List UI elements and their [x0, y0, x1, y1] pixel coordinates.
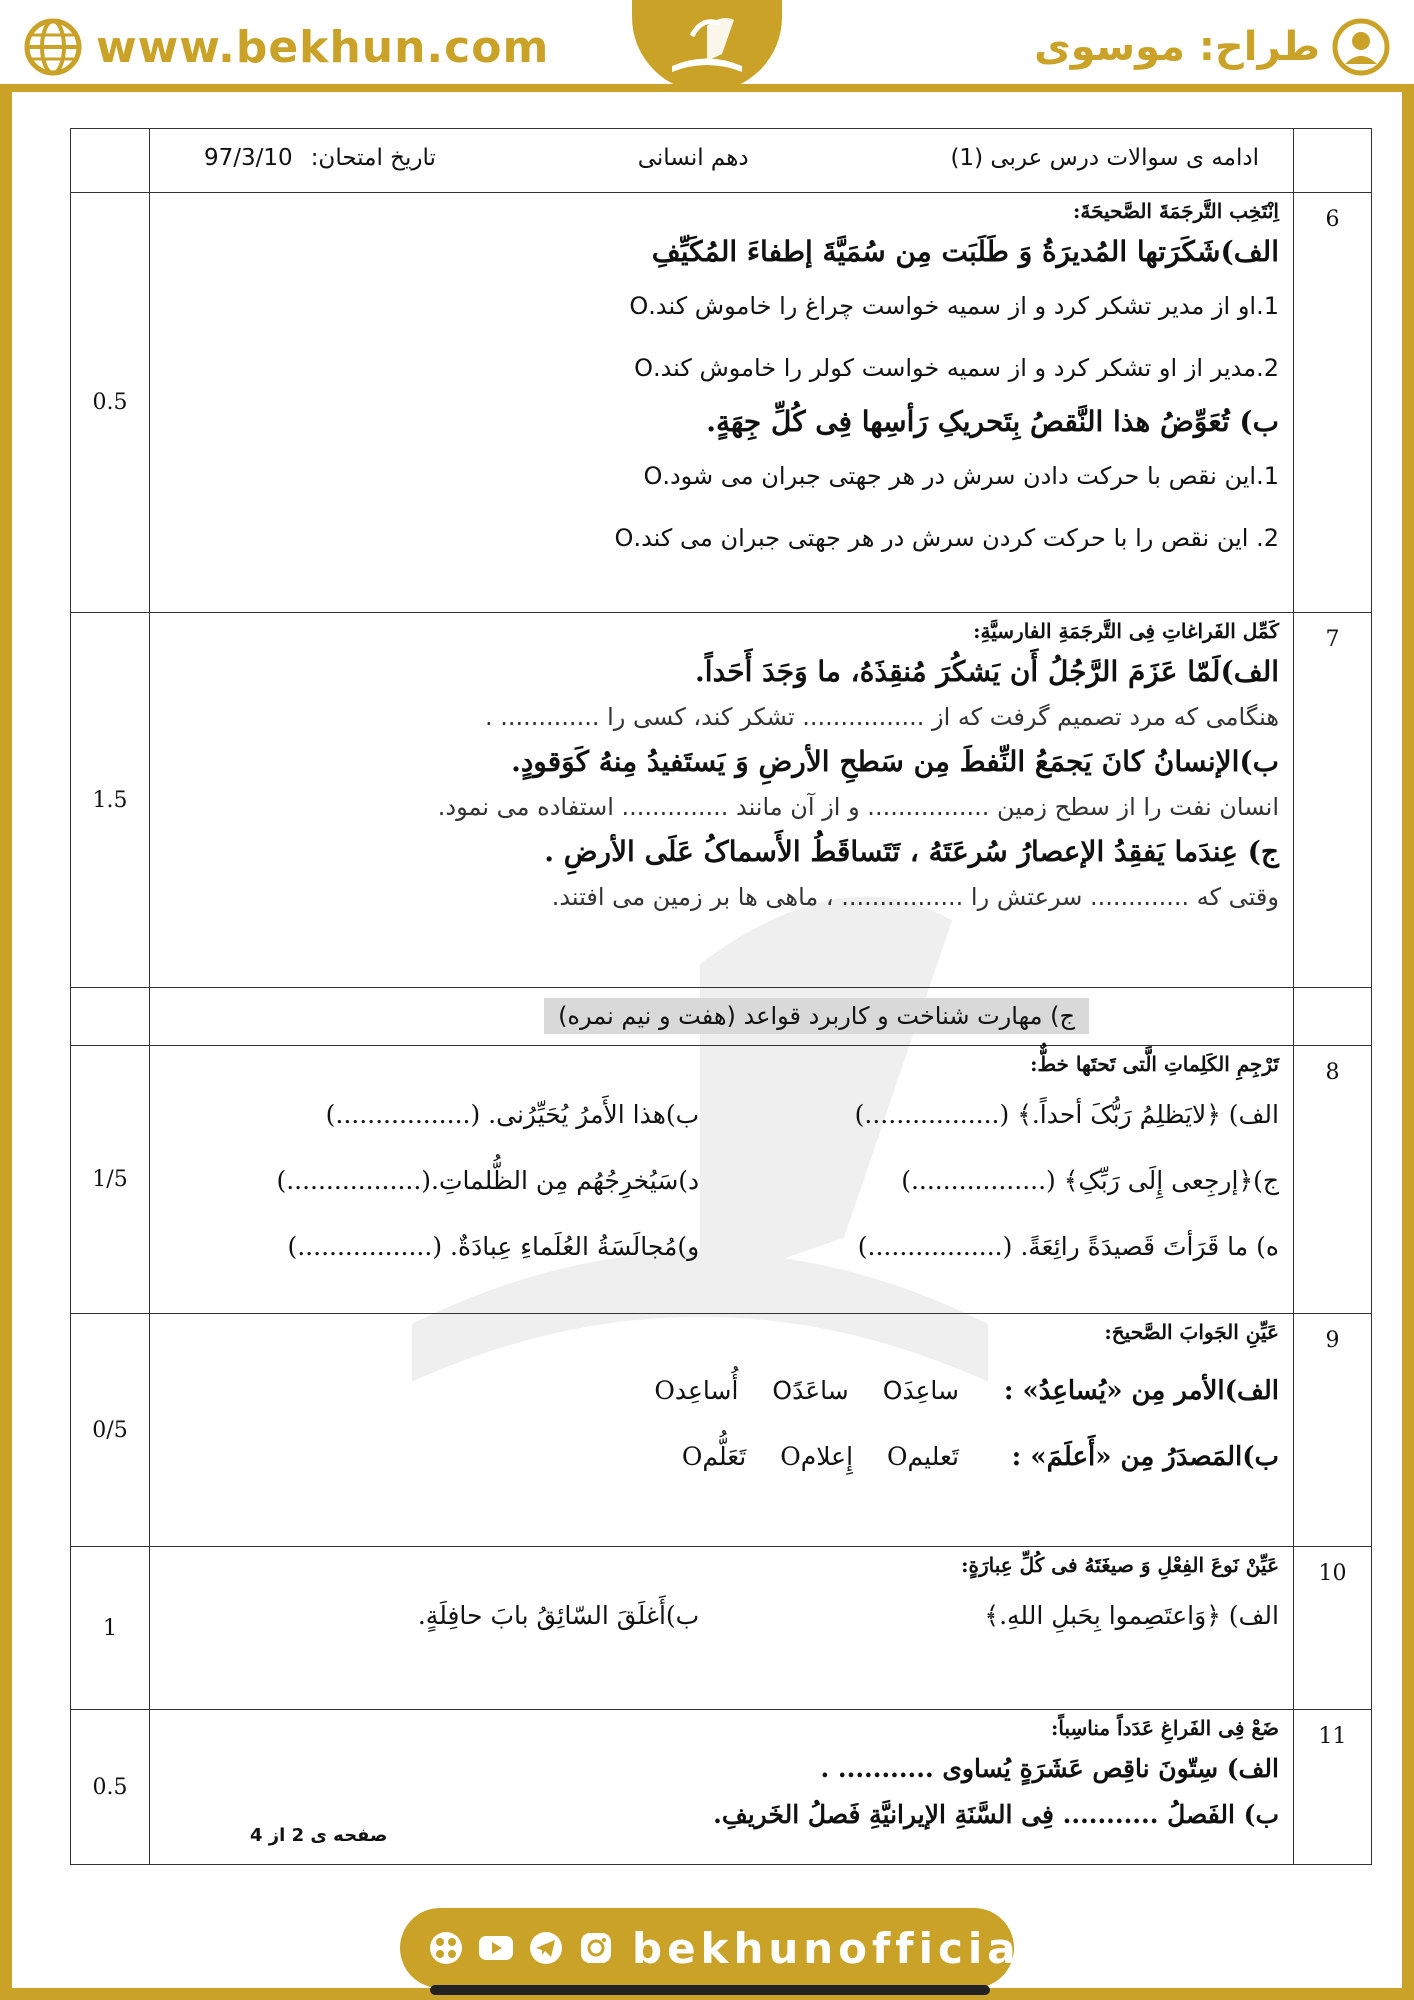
q8-item-b[interactable]: ب)هذا الأَمرُ یُحَیِّرُنی. (.................) — [325, 1100, 700, 1129]
exam-header — [150, 129, 1294, 193]
section-row — [71, 988, 1372, 1046]
q6-a-option-1[interactable]: 1.او از مدیر تشکر کرد و از سمیه خواست چراغ را خاموش کند.O — [629, 292, 1279, 320]
question-score: 0.5 — [71, 193, 150, 613]
question-instruction: عَیِّنْ نَوعَ الفِعْلِ وَ صیغَتَهُ فی کُلِّ عِبارَةٍ: — [961, 1553, 1279, 1577]
social-handle[interactable]: bekhunofficial — [632, 1923, 1041, 1973]
q9-b-choice-2[interactable]: إِعلامO — [780, 1442, 854, 1471]
globe-icon — [24, 18, 82, 76]
exam-grade: دهم انسانی — [637, 145, 749, 171]
q8-item-e[interactable]: ه) ما قَرَأتَ قَصیدَةً رائِعَةً. (.................) — [857, 1232, 1279, 1261]
question-score: 0/5 — [71, 1314, 150, 1547]
q8-item-d[interactable]: د)سَیُخرِجُهُم مِن الظُّلماتِ.(.................) — [276, 1166, 700, 1195]
page-header — [0, 0, 1414, 92]
q6-b-option-2[interactable]: 2. این نقص را با حرکت کردن سرش در هر جهتی جبران می کند.O — [614, 524, 1279, 552]
page-number: صفحه ی 2 از 4 — [250, 1825, 388, 1846]
question-instruction: تَرْجِمِ الکَلِماتِ الَّتی تَحتَها خطٌّ: — [1030, 1052, 1279, 1076]
question-8 — [71, 1046, 1372, 1314]
q11-item-b[interactable]: ب) الفَصلُ ........... فِی السَّنَةِ الإیرانیَّةِ فَصلُ الخَریفِ. — [713, 1800, 1279, 1829]
question-instruction: ضَعْ فِی الفَراغِ عَدَداً مناسِباً: — [1050, 1716, 1279, 1740]
footer-shadow — [430, 1985, 990, 1995]
q6-a-option-2[interactable]: 2.مدیر از او تشکر کرد و از سمیه خواست کولر را خاموش کند.O — [634, 354, 1279, 382]
social-footer[interactable] — [400, 1908, 1041, 1988]
q9-b-label: ب)المَصدَرُ مِن «أَعلَمَ» : — [1011, 1442, 1279, 1472]
exam-date: تاریخ امتحان: 97/3/10 — [204, 145, 436, 171]
aparat-icon[interactable] — [426, 1928, 466, 1968]
question-score: 1 — [71, 1547, 150, 1710]
question-number: 8 — [1294, 1046, 1372, 1314]
book-logo-icon — [662, 6, 752, 86]
user-icon — [1332, 18, 1390, 76]
q7-b-translation[interactable]: انسان نفت را از سطح زمین ................ و از آن مانند .............. استفاده می نمود. — [437, 793, 1279, 821]
question-score: 1/5 — [71, 1046, 150, 1314]
q7-a-translation[interactable]: هنگامی که مرد تصمیم گرفت که از ................ تشکر کند، کسی را ............. . — [485, 703, 1279, 731]
question-10 — [71, 1547, 1372, 1710]
question-number: 7 — [1294, 613, 1372, 988]
site-link[interactable] — [24, 18, 549, 76]
q6-b-option-1[interactable]: 1.این نقص با حرکت دادن سرش در هر جهتی جبران می شود.O — [643, 462, 1279, 490]
question-11 — [71, 1710, 1372, 1865]
logo — [632, 0, 782, 92]
q7-a-text: الف)لَمّا عَزَمَ الرَّجُلُ أَن یَشکُرَ مُنقِذَهُ، ما وَجَدَ أَحَداً. — [695, 655, 1279, 688]
q6-a-text: الف)شَکَرَتها المُدیرَةُ وَ طَلَبَت مِن سُمَیَّةَ إطفاءَ المُکَیِّفِ — [651, 235, 1279, 268]
q9-a-choice-3[interactable]: أُساعِدO — [654, 1376, 739, 1405]
designer — [1034, 18, 1390, 76]
designer-name: طراح: موسوی — [1034, 24, 1320, 70]
question-instruction: اِنْتَخِب التَّرجَمَةَ الصَّحیحَةَ: — [1073, 199, 1279, 223]
q9-b-choice-3[interactable]: تَعَلُّمO — [681, 1442, 747, 1471]
q7-b-text: ب)الإنسانُ کانَ یَجمَعُ النِّفطَ مِن سَطحِ الأرضِ وَ یَستَفیدُ مِنهُ کَوَقودٍ. — [511, 745, 1279, 778]
question-number: 11 — [1294, 1710, 1372, 1865]
q9-a-choice-2[interactable]: ساعَدَOَ — [772, 1376, 849, 1405]
question-score: 1.5 — [71, 613, 150, 988]
exam-table — [70, 128, 1372, 1865]
q8-item-c[interactable]: ج)﴿إرجِعی إِلَی رَبِّکِ﴾ (.................) — [901, 1166, 1279, 1195]
q8-item-a[interactable]: الف) ﴿لایَظلِمُ رَبُّکَ أحداً.﴾ (.................) — [854, 1100, 1279, 1129]
question-number: 10 — [1294, 1547, 1372, 1710]
question-9 — [71, 1314, 1372, 1547]
section-title: ج) مهارت شناخت و کاربرد قواعد (هفت و نیم نمره) — [544, 998, 1089, 1034]
telegram-icon[interactable] — [526, 1928, 566, 1968]
question-instruction: کَمِّل الفَراغاتِ فِی التَّرجَمَةِ الفارسیَّةِ: — [973, 619, 1279, 643]
q6-b-text: ب) تُعَوِّضُ هذا النَّقصُ بِتَحریکِ رَأسِها فِی کُلِّ جِهَةٍ. — [706, 405, 1279, 438]
instagram-icon[interactable] — [576, 1928, 616, 1968]
exam-header-row — [71, 129, 1372, 193]
q10-item-b: ب)أَغلَقَ السّائِقُ بابَ حافِلَةٍ. — [417, 1601, 700, 1630]
q8-item-f[interactable]: و)مُجالَسَةُ العُلَماءِ عِبادَةٌ. (.................) — [287, 1232, 700, 1261]
q10-item-a: الف) ﴿وَاعتَصِموا بِحَبلِ اللهِ.﴾ — [984, 1601, 1279, 1630]
question-number: 9 — [1294, 1314, 1372, 1547]
q11-item-a[interactable]: الف) سِتّونَ ناقِص عَشَرَةٍ یُساوی ........... . — [820, 1754, 1279, 1783]
question-number: 6 — [1294, 193, 1372, 613]
site-url[interactable]: www.bekhun.com — [96, 21, 550, 73]
q7-c-text: ج) عِندَما یَفقِدُ الإعصارُ سُرعَتَهُ ، تَتَساقَطُ الأَسماکُ عَلَی الأرضِ . — [544, 835, 1279, 868]
q9-a-label: الف)الأمر مِن «یُساعِدُ» : — [1003, 1376, 1279, 1406]
exam-title: ادامه ی سوالات درس عربی (1) — [950, 145, 1259, 171]
question-7 — [71, 613, 1372, 988]
q7-c-translation[interactable]: وقتی که ............. سرعتش را ................ ، ماهی ها بر زمین می افتند. — [551, 883, 1279, 911]
q9-b-choice-1[interactable]: تَعلیمO — [887, 1442, 959, 1471]
question-instruction: عَیِّنِ الجَوابَ الصَّحیحَ: — [1104, 1320, 1279, 1344]
q9-a-choice-1[interactable]: ساعِدOَ — [882, 1376, 959, 1405]
social-icons — [426, 1928, 616, 1968]
youtube-icon[interactable] — [476, 1928, 516, 1968]
question-6 — [71, 193, 1372, 613]
question-score: 0.5 — [71, 1710, 150, 1865]
